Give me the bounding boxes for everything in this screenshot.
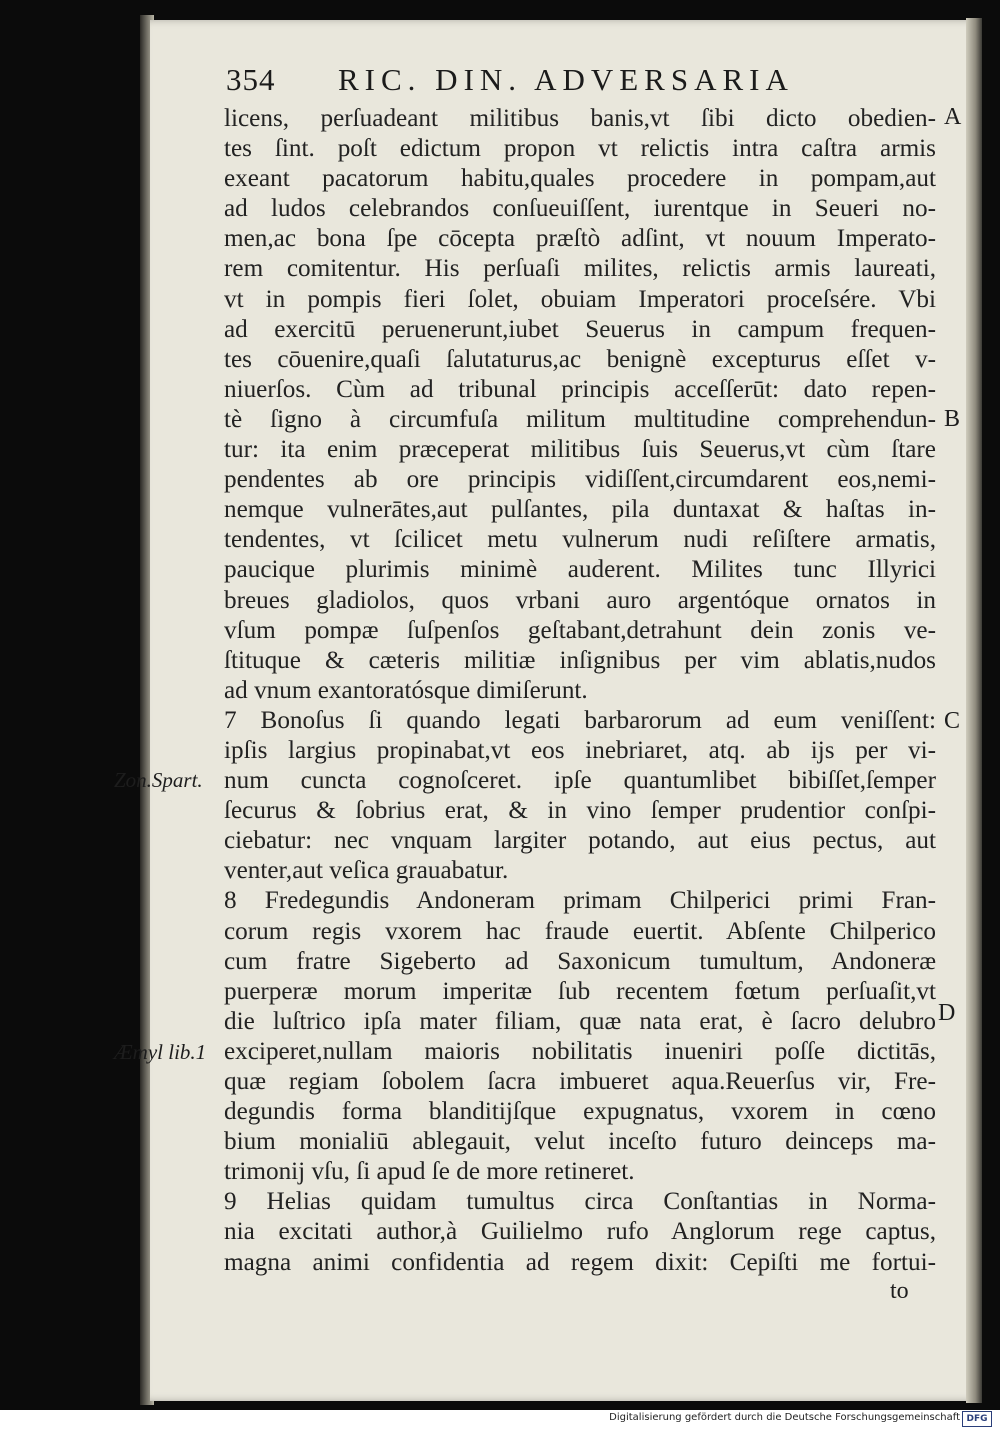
page-edge xyxy=(966,18,982,1403)
text-line: 7 Bonoſus ſi quando legati barbarorum ad eum veniſſent: xyxy=(224,706,936,734)
text-line: nia excitati author,à Guilielmo rufo Anglorum rege captus, xyxy=(224,1218,936,1246)
text-line: paucique plurimis minimè auderent. Milites tunc Illyrici xyxy=(224,556,936,584)
text-line: corum regis vxorem hac fraude euertit. Abſente Chilperico xyxy=(224,917,936,945)
text-line: 9 Helias quidam tumultus circa Conſtantias in Norma- xyxy=(224,1188,936,1216)
text-line: quæ regiam ſobolem ſacra imbueret aqua.Reuerſus vir, Fre- xyxy=(224,1068,936,1095)
margin-note-source: Æmyl lib.1 xyxy=(114,1040,207,1064)
text-line: vſum pompæ ſuſpenſos geſtabant,detrahunt dein zonis ve- xyxy=(224,616,936,644)
dfg-logo: DFG xyxy=(962,1411,992,1427)
margin-letter-b: B xyxy=(944,406,961,432)
text-line: 8 Fredegundis Andoneram primam Chilperici primi Fran- xyxy=(224,887,936,915)
margin-letter-a: A xyxy=(944,104,962,130)
text-line: tes cōuenire,quaſi ſalutaturus,ac benignè excepturus eſſet v- xyxy=(224,345,936,373)
text-line: tendentes, vt ſcilicet metu vulnerum nudi reſiſtere armatis, xyxy=(224,526,936,554)
text-line: tur: ita enim præceperat militibus ſuis Seuerus,vt cùm ſtare xyxy=(224,436,936,464)
text-line: nemque vulnerātes,aut pulſantes, pila duntaxat & haſtas in- xyxy=(224,496,936,524)
text-line: cum fratre Sigeberto ad Saxonicum tumultum, Andoneræ xyxy=(224,947,936,975)
catchword: to xyxy=(890,1278,909,1304)
text-line: num cuncta cognoſceret. ipſe quantumlibet bibiſſet,ſemper xyxy=(224,767,936,795)
margin-note-source: Zon.Spart. xyxy=(114,768,203,792)
text-line: ciebatur: nec vnquam largiter potando, aut eius pectus, aut xyxy=(224,827,936,855)
text-line: exeant pacatorum habitu,quales procedere in pompam,aut xyxy=(224,165,936,193)
body-text xyxy=(224,104,936,1278)
running-head: RIC. DIN. ADVERSARIA xyxy=(338,62,794,97)
text-line: ipſis largius propinabat,vt eos inebriaret, atq. ab ijs per vi- xyxy=(224,736,936,764)
text-line: magna animi confidentia ad regem dixit: Cepiſti me fortui- xyxy=(224,1248,936,1276)
text-line: exciperet,nullam maioris nobilitatis inueniri poſſe dictitās, xyxy=(224,1037,936,1065)
text-line: ad vnum exantoratósque dimiſerunt. xyxy=(224,676,588,704)
text-line: degundis forma blanditijſque expugnatus, vxorem in cœno xyxy=(224,1098,936,1126)
footer-bar xyxy=(0,1410,1000,1429)
text-line: ad exercitū peruenerunt,iubet Seuerus in campum frequen- xyxy=(224,315,936,343)
text-line: die luſtrico ipſa mater filiam, quæ nata erat, è ſacro delubro xyxy=(224,1007,936,1035)
funding-credit: Digitalisierung gefördert durch die Deutsche Forschungsgemeinschaft xyxy=(609,1412,960,1423)
text-line: puerperæ morum imperitæ ſub recentem fœtum perſuaſit,vt xyxy=(224,977,936,1005)
text-line: rem comitentur. His perſuaſi milites, relictis armis laureati, xyxy=(224,255,936,283)
text-line: men,ac bona ſpe cōcepta præſtò adſint, vt nouum Imperato- xyxy=(224,225,936,253)
text-line: niuerſos. Cùm ad tribunal principis acceſſerūt: dato repen- xyxy=(224,375,936,403)
text-line: ſecurus & ſobrius erat, & in vino ſemper prudentior conſpi- xyxy=(224,797,936,825)
text-line: pendentes ab ore principis vidiſſent,circumdarent eos,nemi- xyxy=(224,466,936,494)
page-header xyxy=(226,62,926,102)
text-line: tes ſint. poſt edictum propon vt relictis intra caſtra armis xyxy=(224,135,936,163)
margin-letter-c: C xyxy=(944,708,961,734)
text-line: breues gladiolos, quos vrbani auro argentóque ornatos in xyxy=(224,586,936,614)
text-line: venter,aut veſica grauabatur. xyxy=(224,857,509,885)
text-line: trimonij vſu, ſi apud ſe de more retineret. xyxy=(224,1158,635,1186)
text-line: licens, perſuadeant militibus banis,vt ſibi dicto obedien- xyxy=(224,105,936,132)
page-number: 354 xyxy=(226,62,276,97)
text-line: vt in pompis fieri ſolet, obuiam Imperatori proceſsére. Vbi xyxy=(224,285,936,313)
text-line: ſtituque & cæteris militiæ inſignibus per vim ablatis,nudos xyxy=(224,646,936,674)
text-line: bium monialiū ablegauit, velut inceſto futuro deinceps ma- xyxy=(224,1128,936,1156)
text-line: ad ludos celebrandos conſueuiſſent, iurentque in Seueri no- xyxy=(224,195,936,223)
margin-letter-d: D xyxy=(938,1000,956,1026)
text-line: tè ſigno à circumfuſa militum multitudine comprehendun- xyxy=(224,405,936,433)
